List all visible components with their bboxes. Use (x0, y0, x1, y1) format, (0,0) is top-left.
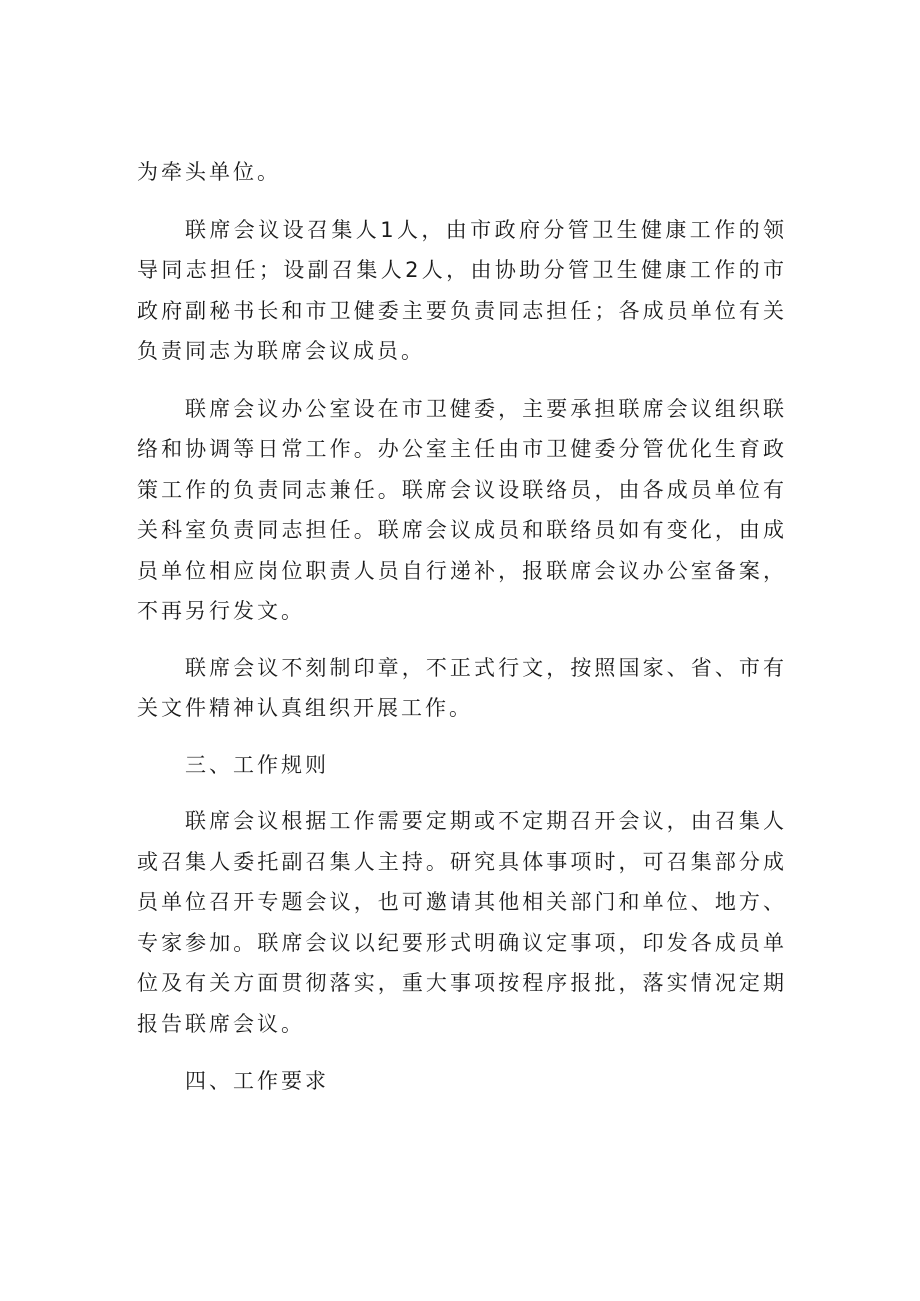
section-heading-work-rules: 三、工作规则 (185, 752, 329, 777)
paragraph-convener: 联席会议设召集人1人，由市政府分管卫生健康工作的领导同志担任；设副召集人2人，由协助分管卫生健康工作的市政府副秘书长和市卫健委主要负责同志担任；各成员单位有关负责同志为联席会议成员。 (137, 217, 787, 363)
document-body (137, 152, 787, 1102)
paragraph-no-seal: 联席会议不刻制印章，不正式行文，按照国家、省、市有关文件精神认真组织开展工作。 (137, 655, 787, 720)
paragraph-lead-unit: 为牵头单位。 (137, 160, 281, 184)
paragraph-office: 联席会议办公室设在市卫健委，主要承担联席会议组织联络和协调等日常工作。办公室主任由市卫健委分管优化生育政策工作的负责同志兼任。联席会议设联络员，由各成员单位有关科室负责同志担任。联席会议成员和联络员如有变化，由成员单位相应岗位职责人员自行递补，报联席会议办公室备案，不再另行发文。 (137, 396, 787, 623)
section-heading-work-requirements: 四、工作要求 (185, 1069, 329, 1093)
paragraph-work-rules: 联席会议根据工作需要定期或不定期召开会议，由召集人或召集人委托副召集人主持。研究具体事项时，可召集部分成员单位召开专题会议，也可邀请其他相关部门和单位、地方、专家参加。联席会议以纪要形式明确议定事项，印发各成员单位及有关方面贯彻落实，重大事项按程序报批，落实情况定期报告联席会议。 (137, 809, 787, 1036)
